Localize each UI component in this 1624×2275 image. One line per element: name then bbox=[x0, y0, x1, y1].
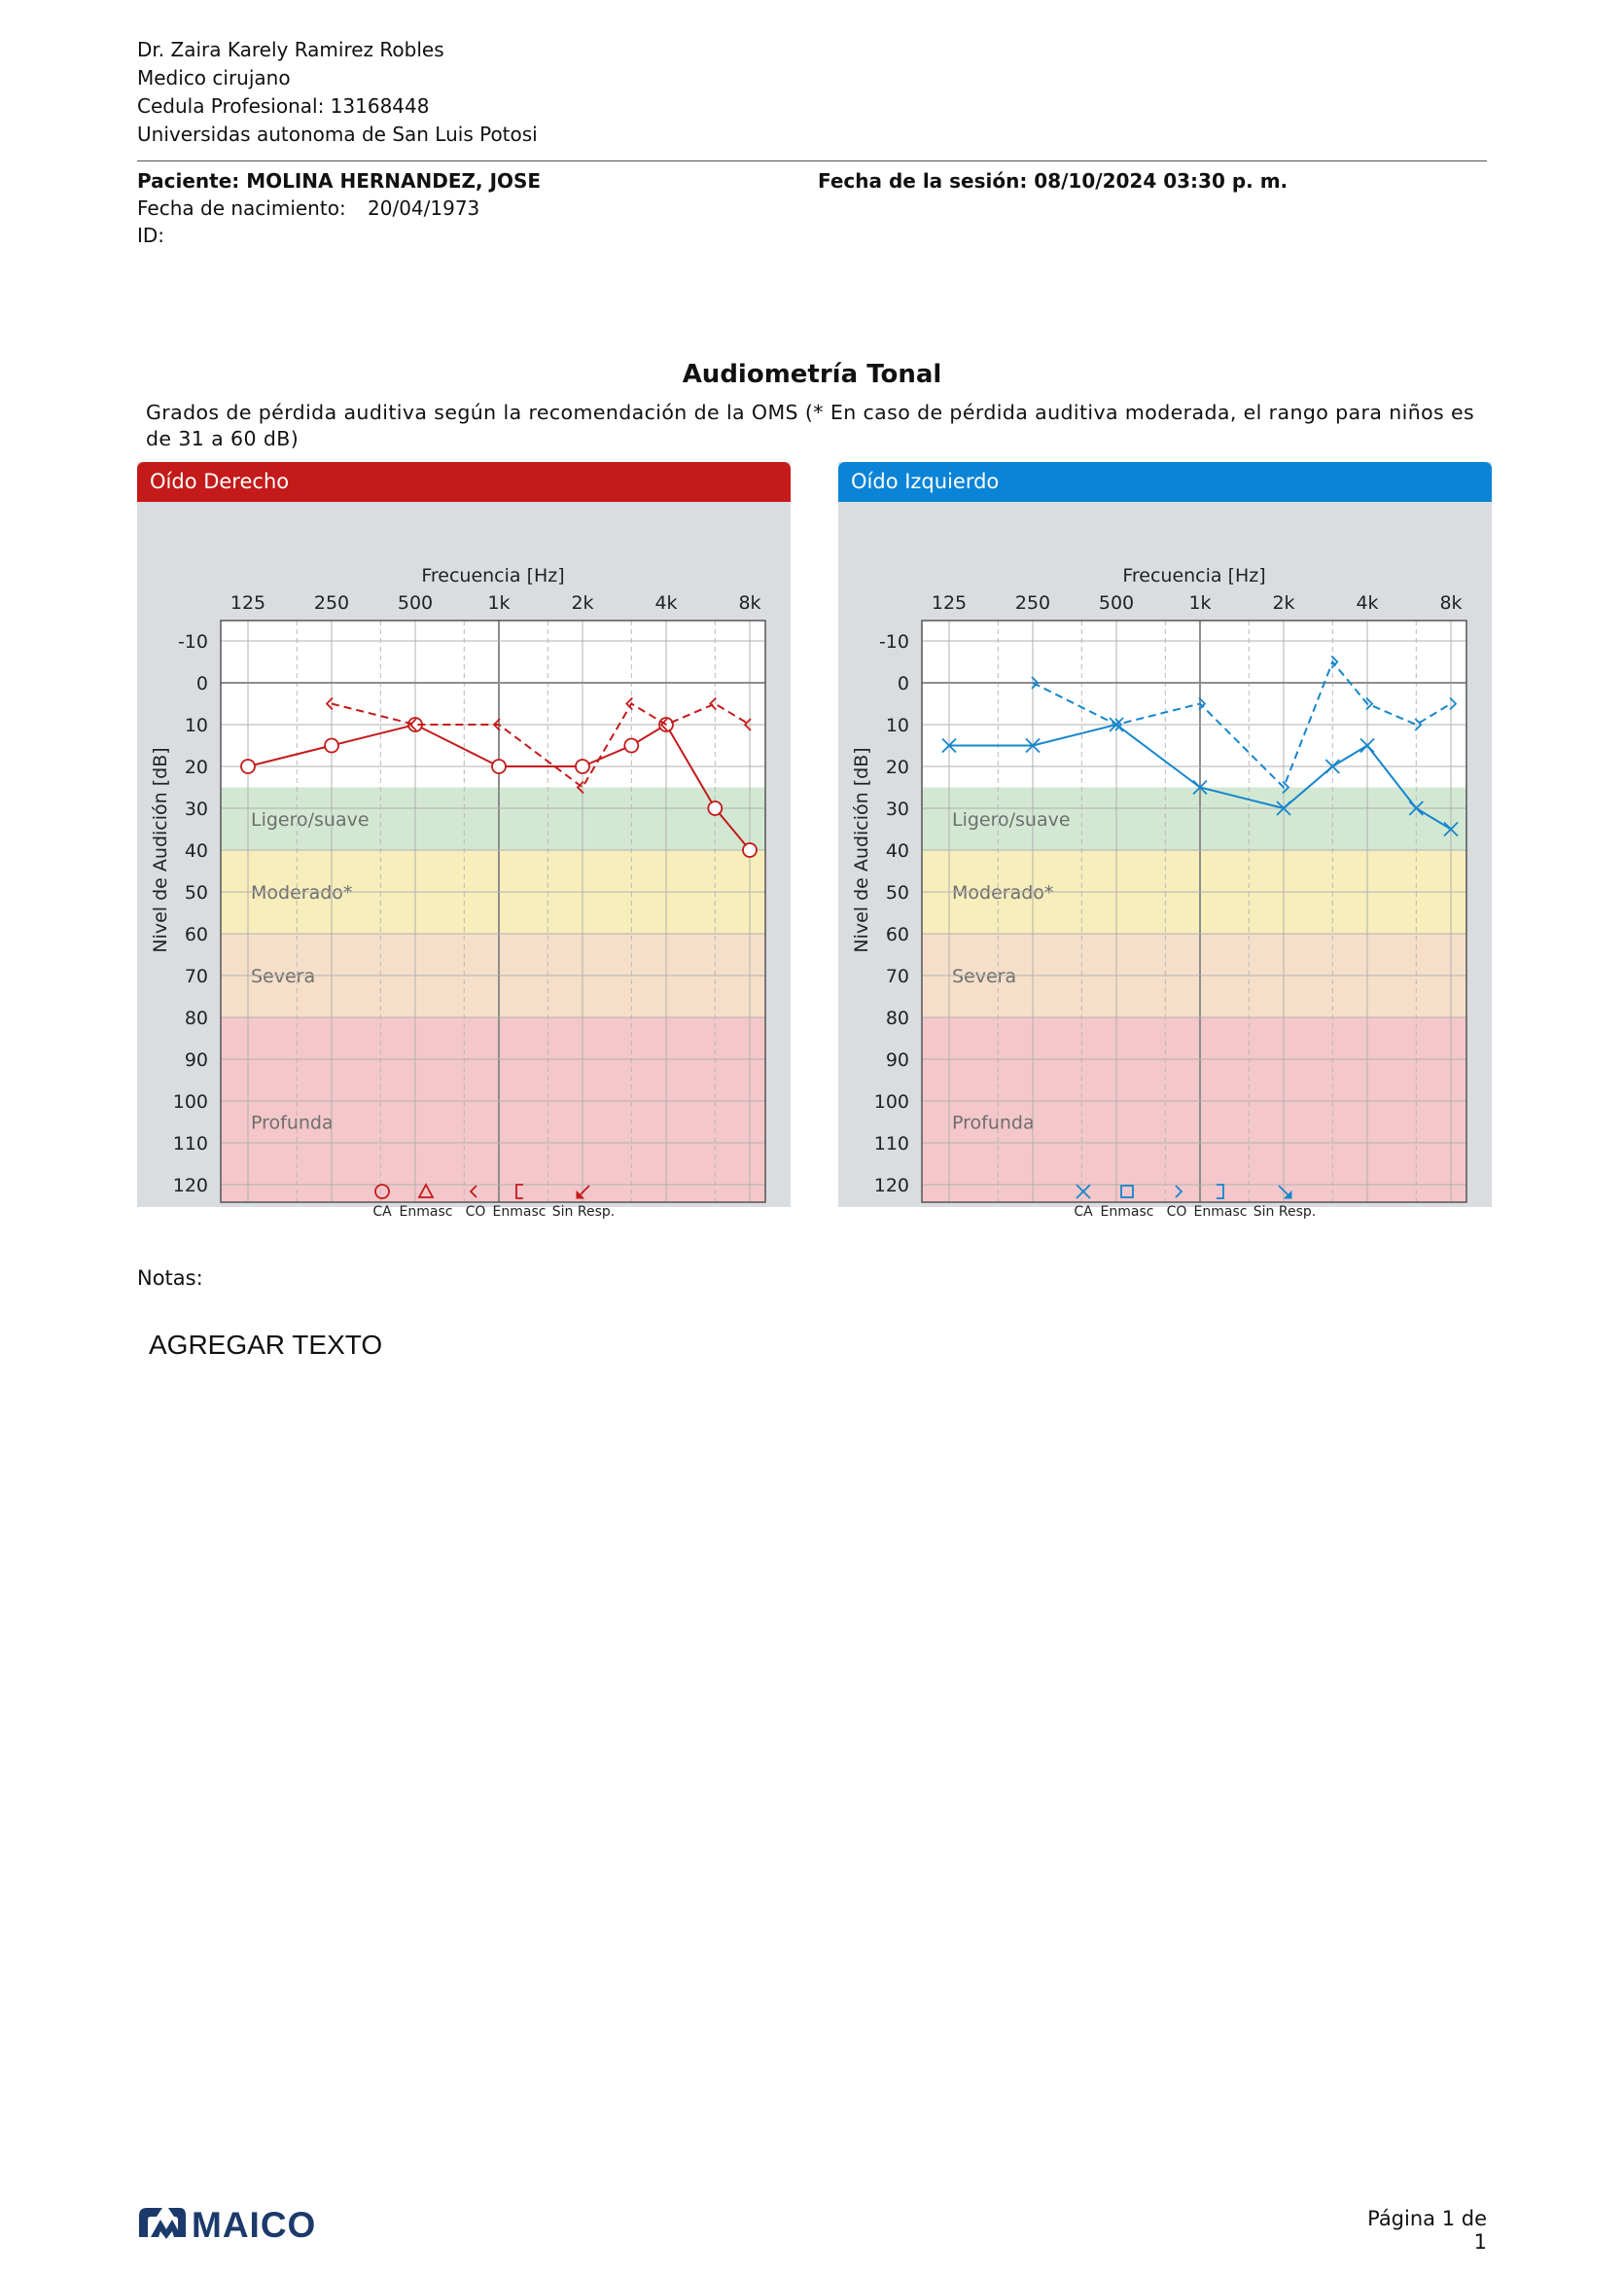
x-tick-label: 1k bbox=[1188, 592, 1212, 614]
y-tick-label: 60 bbox=[184, 924, 208, 945]
zone-label: Ligero/suave bbox=[952, 808, 1071, 831]
y-tick-label: 60 bbox=[885, 924, 909, 945]
y-tick-label: 40 bbox=[184, 840, 208, 862]
y-tick-label: 80 bbox=[184, 1008, 208, 1029]
legend-label: Sin Resp. bbox=[551, 1204, 616, 1220]
x-tick-label: 4k bbox=[654, 592, 678, 614]
marker-backdrop bbox=[242, 761, 254, 772]
y-tick-label: 40 bbox=[885, 840, 909, 862]
left-ear-audiogram bbox=[838, 502, 1492, 1220]
birth-date-label: Fecha de nacimiento: bbox=[137, 196, 346, 220]
zone-label: Moderado* bbox=[251, 882, 353, 904]
x-tick-label: 2k bbox=[571, 592, 594, 614]
marker-backdrop bbox=[744, 844, 756, 856]
y-tick-label: 20 bbox=[885, 757, 909, 778]
y-tick-label: -10 bbox=[177, 631, 208, 653]
doctor-specialty: Medico cirujano bbox=[137, 66, 291, 89]
y-tick-label: 50 bbox=[885, 882, 909, 904]
right-ear-audiogram bbox=[137, 502, 791, 1220]
x-tick-label: 8k bbox=[1439, 592, 1463, 614]
session-date: Fecha de la sesión: 08/10/2024 03:30 p. m. bbox=[818, 169, 1289, 193]
legend-label: CA bbox=[1074, 1204, 1093, 1220]
maico-logo-text: MAICO bbox=[192, 2205, 317, 2245]
y-tick-label: 0 bbox=[897, 673, 909, 694]
zone-band bbox=[221, 1017, 765, 1202]
doctor-license: Cedula Profesional: 13168448 bbox=[137, 94, 430, 118]
y-tick-label: -10 bbox=[878, 631, 909, 653]
y-tick-label: 20 bbox=[184, 757, 208, 778]
y-tick-label: 0 bbox=[195, 673, 208, 694]
y-tick-label: 30 bbox=[184, 799, 208, 820]
legend-label: Enmasc bbox=[1100, 1204, 1154, 1220]
x-tick-label: 125 bbox=[229, 592, 266, 614]
legend-label: CO bbox=[465, 1204, 486, 1220]
maico-logo-graphic bbox=[137, 2202, 332, 2243]
y-tick-label: 120 bbox=[172, 1175, 208, 1196]
x-axis-label: Frecuencia [Hz] bbox=[1122, 565, 1266, 587]
zone-label: Moderado* bbox=[952, 882, 1054, 904]
y-tick-label: 90 bbox=[184, 1049, 208, 1071]
y-tick-label: 90 bbox=[885, 1049, 909, 1071]
legend-label: CA bbox=[372, 1204, 392, 1220]
y-tick-label: 10 bbox=[885, 715, 909, 736]
header-divider bbox=[137, 160, 1487, 161]
y-tick-label: 10 bbox=[184, 715, 208, 736]
x-tick-label: 500 bbox=[397, 592, 434, 614]
birth-date-value: 20/04/1973 bbox=[368, 196, 480, 220]
y-tick-label: 110 bbox=[172, 1133, 208, 1155]
marker-backdrop bbox=[577, 761, 588, 772]
y-tick-label: 30 bbox=[885, 799, 909, 820]
report-title: Audiometría Tonal bbox=[682, 360, 942, 389]
notes-text[interactable]: AGREGAR TEXTO bbox=[149, 1330, 383, 1360]
patient-id-label: ID: bbox=[137, 224, 165, 247]
x-axis-label: Frecuencia [Hz] bbox=[421, 565, 565, 587]
y-tick-label: 100 bbox=[172, 1091, 208, 1113]
y-tick-label: 80 bbox=[885, 1008, 909, 1029]
zone-label: Profunda bbox=[952, 1112, 1035, 1134]
marker-backdrop bbox=[625, 740, 637, 752]
page-number: Página 1 de 1 bbox=[1367, 2207, 1487, 2254]
doctor-name: Dr. Zaira Karely Ramirez Robles bbox=[137, 38, 444, 61]
x-tick-label: 8k bbox=[738, 592, 761, 614]
marker-backdrop bbox=[326, 740, 337, 752]
x-tick-label: 1k bbox=[487, 592, 511, 614]
doctor-university: Universidas autonoma de San Luis Potosi bbox=[137, 123, 538, 146]
legend-label: Sin Resp. bbox=[1253, 1204, 1317, 1220]
legend-label: Enmasc bbox=[1193, 1204, 1248, 1220]
patient-name: Paciente: MOLINA HERNANDEZ, JOSE bbox=[137, 169, 542, 193]
left-ear-panel bbox=[838, 462, 1492, 1220]
y-tick-label: 110 bbox=[873, 1133, 909, 1155]
zone-band bbox=[922, 1017, 1466, 1202]
zone-label: Severa bbox=[952, 966, 1017, 987]
y-tick-label: 120 bbox=[873, 1175, 909, 1196]
x-tick-label: 250 bbox=[313, 592, 350, 614]
y-tick-label: 50 bbox=[184, 882, 208, 904]
y-axis-label: Nivel de Audición [dB] bbox=[851, 747, 872, 953]
zone-label: Severa bbox=[251, 966, 316, 987]
right-ear-title: Oído Derecho bbox=[137, 462, 791, 502]
maico-logo bbox=[137, 2202, 332, 2247]
zone-label: Profunda bbox=[251, 1112, 334, 1134]
x-tick-label: 2k bbox=[1272, 592, 1295, 614]
zone-label: Ligero/suave bbox=[251, 808, 370, 831]
x-tick-label: 500 bbox=[1098, 592, 1135, 614]
legend-label: Enmasc bbox=[399, 1204, 453, 1220]
legend-label: Enmasc bbox=[492, 1204, 547, 1220]
legend-label: CO bbox=[1166, 1204, 1187, 1220]
left-ear-title: Oído Izquierdo bbox=[838, 462, 1492, 502]
y-tick-label: 70 bbox=[885, 966, 909, 987]
y-tick-label: 100 bbox=[873, 1091, 909, 1113]
marker-backdrop bbox=[493, 761, 505, 772]
y-tick-label: 70 bbox=[184, 966, 208, 987]
x-tick-label: 4k bbox=[1356, 592, 1379, 614]
y-axis-label: Nivel de Audición [dB] bbox=[150, 747, 171, 953]
x-tick-label: 250 bbox=[1014, 592, 1051, 614]
report-subtitle: Grados de pérdida auditiva según la recomendación de la OMS (* En caso de pérdida auditiva moderada, el rango para niños es de 31 a 60 dB) bbox=[146, 401, 1475, 450]
right-ear-panel bbox=[137, 462, 791, 1220]
x-tick-label: 125 bbox=[931, 592, 968, 614]
marker-backdrop bbox=[709, 802, 721, 814]
notes-label: Notas: bbox=[137, 1266, 203, 1290]
